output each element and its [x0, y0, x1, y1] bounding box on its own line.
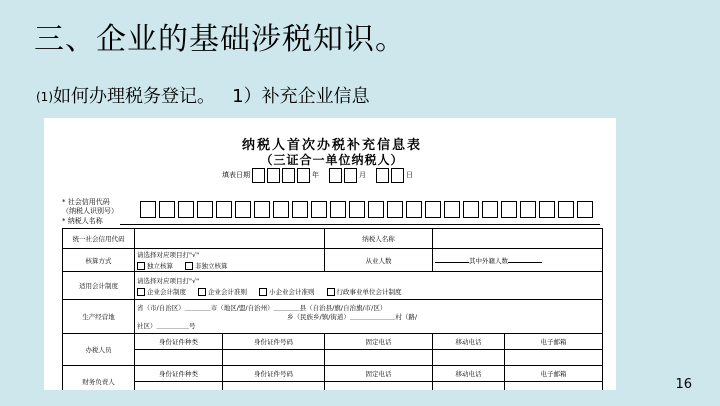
- page-number: 16: [675, 377, 692, 392]
- row-label: 适用会计制度: [63, 272, 135, 300]
- date-box: [344, 168, 357, 183]
- table-row: [63, 382, 603, 391]
- table-row: 适用会计制度 请选择对应项目打"√" 企业会计制度 企业会计准则 小企业会计准则 行政事业单位会计制度: [63, 272, 603, 300]
- subtitle-text: 如何办理税务登记。: [53, 86, 215, 107]
- date-row: [222, 167, 413, 183]
- date-box: [376, 168, 389, 183]
- subtitle-number: (1): [36, 90, 53, 104]
- form-title: 纳税人首次办税补充信息表: [241, 138, 422, 153]
- date-label: 填表日期: [222, 171, 250, 179]
- form-image: [44, 118, 616, 390]
- checkbox: [259, 288, 267, 296]
- form-subtitle: （三证合一单位纳税人）: [260, 153, 404, 167]
- subtitle-step: 1）补充企业信息: [232, 86, 370, 107]
- row-label: 核算方式: [63, 249, 135, 272]
- date-box: [297, 168, 310, 183]
- row-label: 财务负责人: [63, 366, 135, 391]
- checkbox: [137, 288, 145, 296]
- checkbox: [327, 288, 335, 296]
- table-row: 生产经营地 省（市/自治区）＿＿＿＿市（地区/盟/自治州）＿＿＿＿县（自治县/旗/自治旗/市/区） 乡（民族乡/镇/街道）＿＿＿＿＿＿＿村（路/ 社区）＿＿＿＿＿号: [63, 300, 603, 334]
- row-label: 生产经营地: [63, 300, 135, 334]
- checkbox: [198, 288, 206, 296]
- row-label: 从业人数: [325, 249, 433, 272]
- credit-code-label: * 社会信用代码 （纳税人识别号）: [62, 198, 118, 215]
- row-label: 统一社会信用代码: [63, 229, 135, 249]
- taxpayer-name-row: [62, 216, 602, 226]
- checkbox: [185, 262, 193, 270]
- row-label: 办税人员: [63, 334, 135, 366]
- date-year-label: 年: [312, 171, 319, 179]
- date-box: [252, 168, 265, 183]
- checkbox: [137, 262, 145, 270]
- table-row: 核算方式 请选择对应项目打"√" 独立核算 非独立核算 从业人数 其中外籍人数: [63, 249, 603, 272]
- date-day-label: 日: [406, 171, 413, 179]
- slide-title: 三、企业的基础涉税知识。: [34, 22, 406, 57]
- date-box: [267, 168, 280, 183]
- table-row: [63, 350, 603, 366]
- date-box: [282, 168, 295, 183]
- table-row: 财务负责人 身份证件种类 身份证件号码 固定电话 移动电话 电子邮箱: [63, 366, 603, 382]
- table-row: [63, 229, 603, 249]
- info-table: [62, 228, 603, 390]
- date-box: [391, 168, 404, 183]
- taxpayer-name-label: * 纳税人名称: [62, 217, 103, 225]
- slide-subtitle: [36, 82, 370, 108]
- table-row: 办税人员 身份证件种类 身份证件号码 固定电话 移动电话 电子邮箱: [63, 334, 603, 350]
- row-label: 纳税人名称: [325, 229, 433, 249]
- date-box: [329, 168, 342, 183]
- date-month-label: 月: [359, 171, 366, 179]
